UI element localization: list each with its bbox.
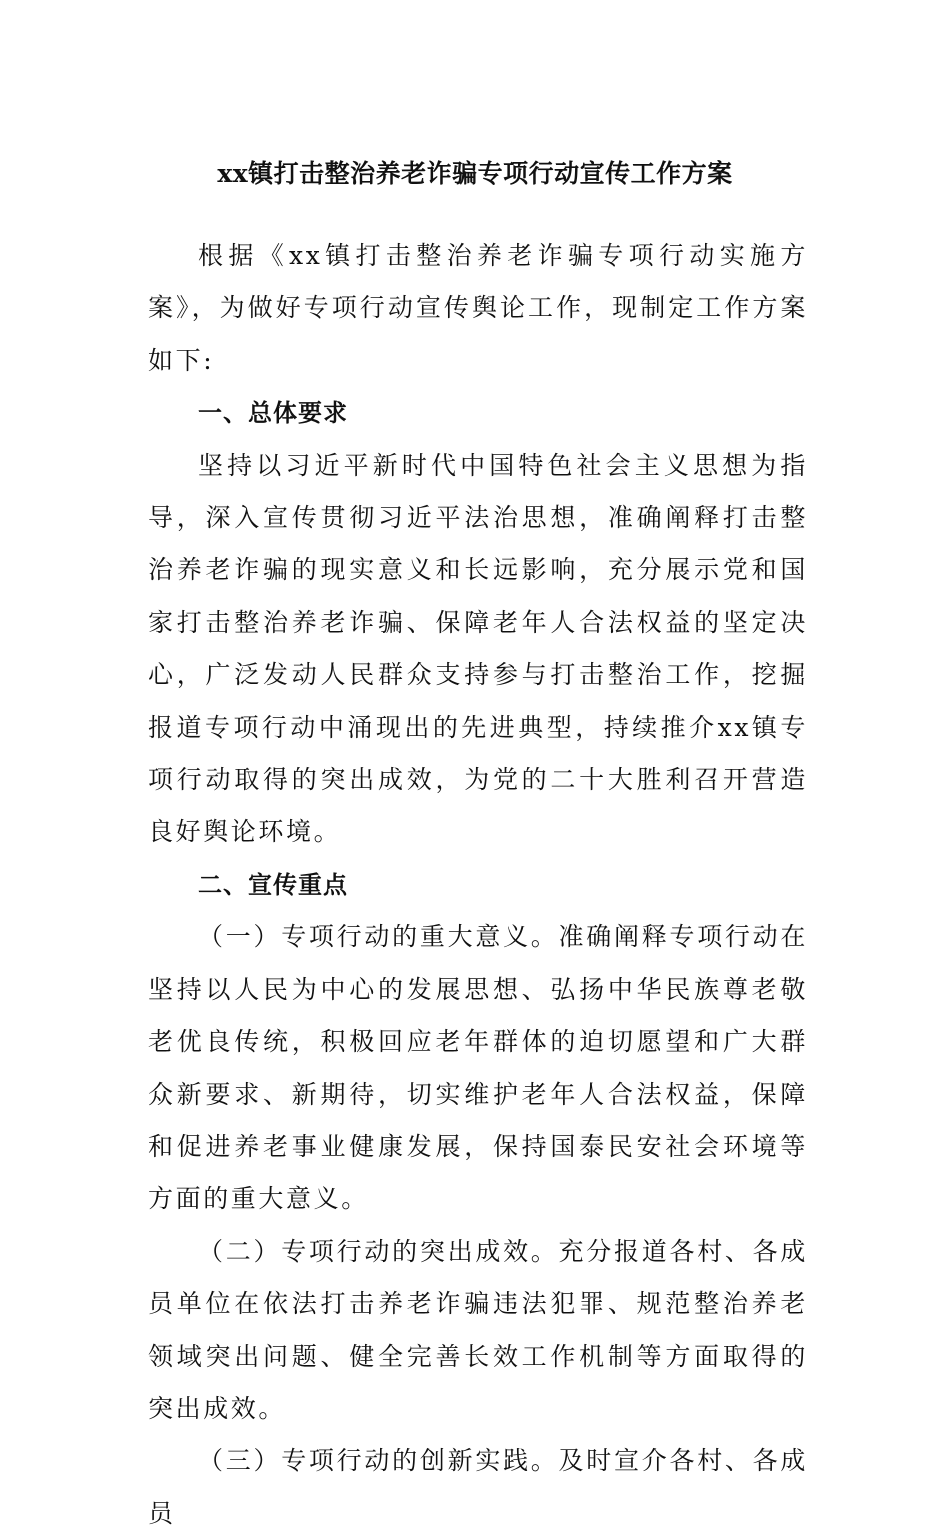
general-requirements-paragraph: 坚持以习近平新时代中国特色社会主义思想为指导，深入宣传贯彻习近平法治思想，准确阐释打击整治养老诈骗的现实意义和长远影响，充分展示党和国家打击整治养老诈骗、保障老年人合法权益的坚定决心，广泛发动人民群众支持参与打击整治工作，挖掘报道专项行动中涌现出的先进典型，持续推介xx镇专项行动取得的突出成效，为党的二十大胜利召开营造良好舆论环境。 xyxy=(148,450,808,847)
intro-paragraph: 根据《xx镇打击整治养老诈骗专项行动实施方案》，为做好专项行动宣传舆论工作，现制定工作方案如下: xyxy=(148,241,808,375)
publicity-focus-item-1: （一）专项行动的重大意义。准确阐释专项行动在坚持以人民为中心的发展思想、弘扬中华民族尊老敬老优良传统，积极回应老年群体的迫切愿望和广大群众新要求、新期待，切实维护老年人合法权益，保障和促进养老事业健康发展，保持国泰民安社会环境等方面的重大意义。 xyxy=(148,922,808,1214)
section-heading-general-requirements: 一、总体要求 xyxy=(198,399,348,428)
document-title: xx镇打击整治养老诈骗专项行动宣传工作方案 xyxy=(217,159,733,188)
publicity-focus-item-3: （三）专项行动的创新实践。及时宣介各村、各成员 xyxy=(148,1446,808,1528)
section-heading-publicity-focus: 二、宣传重点 xyxy=(198,870,348,899)
publicity-focus-item-2: （二）专项行动的突出成效。充分报道各村、各成员单位在依法打击养老诈骗违法犯罪、规范整治养老领域突出问题、健全完善长效工作机制等方面取得的突出成效。 xyxy=(148,1236,808,1423)
